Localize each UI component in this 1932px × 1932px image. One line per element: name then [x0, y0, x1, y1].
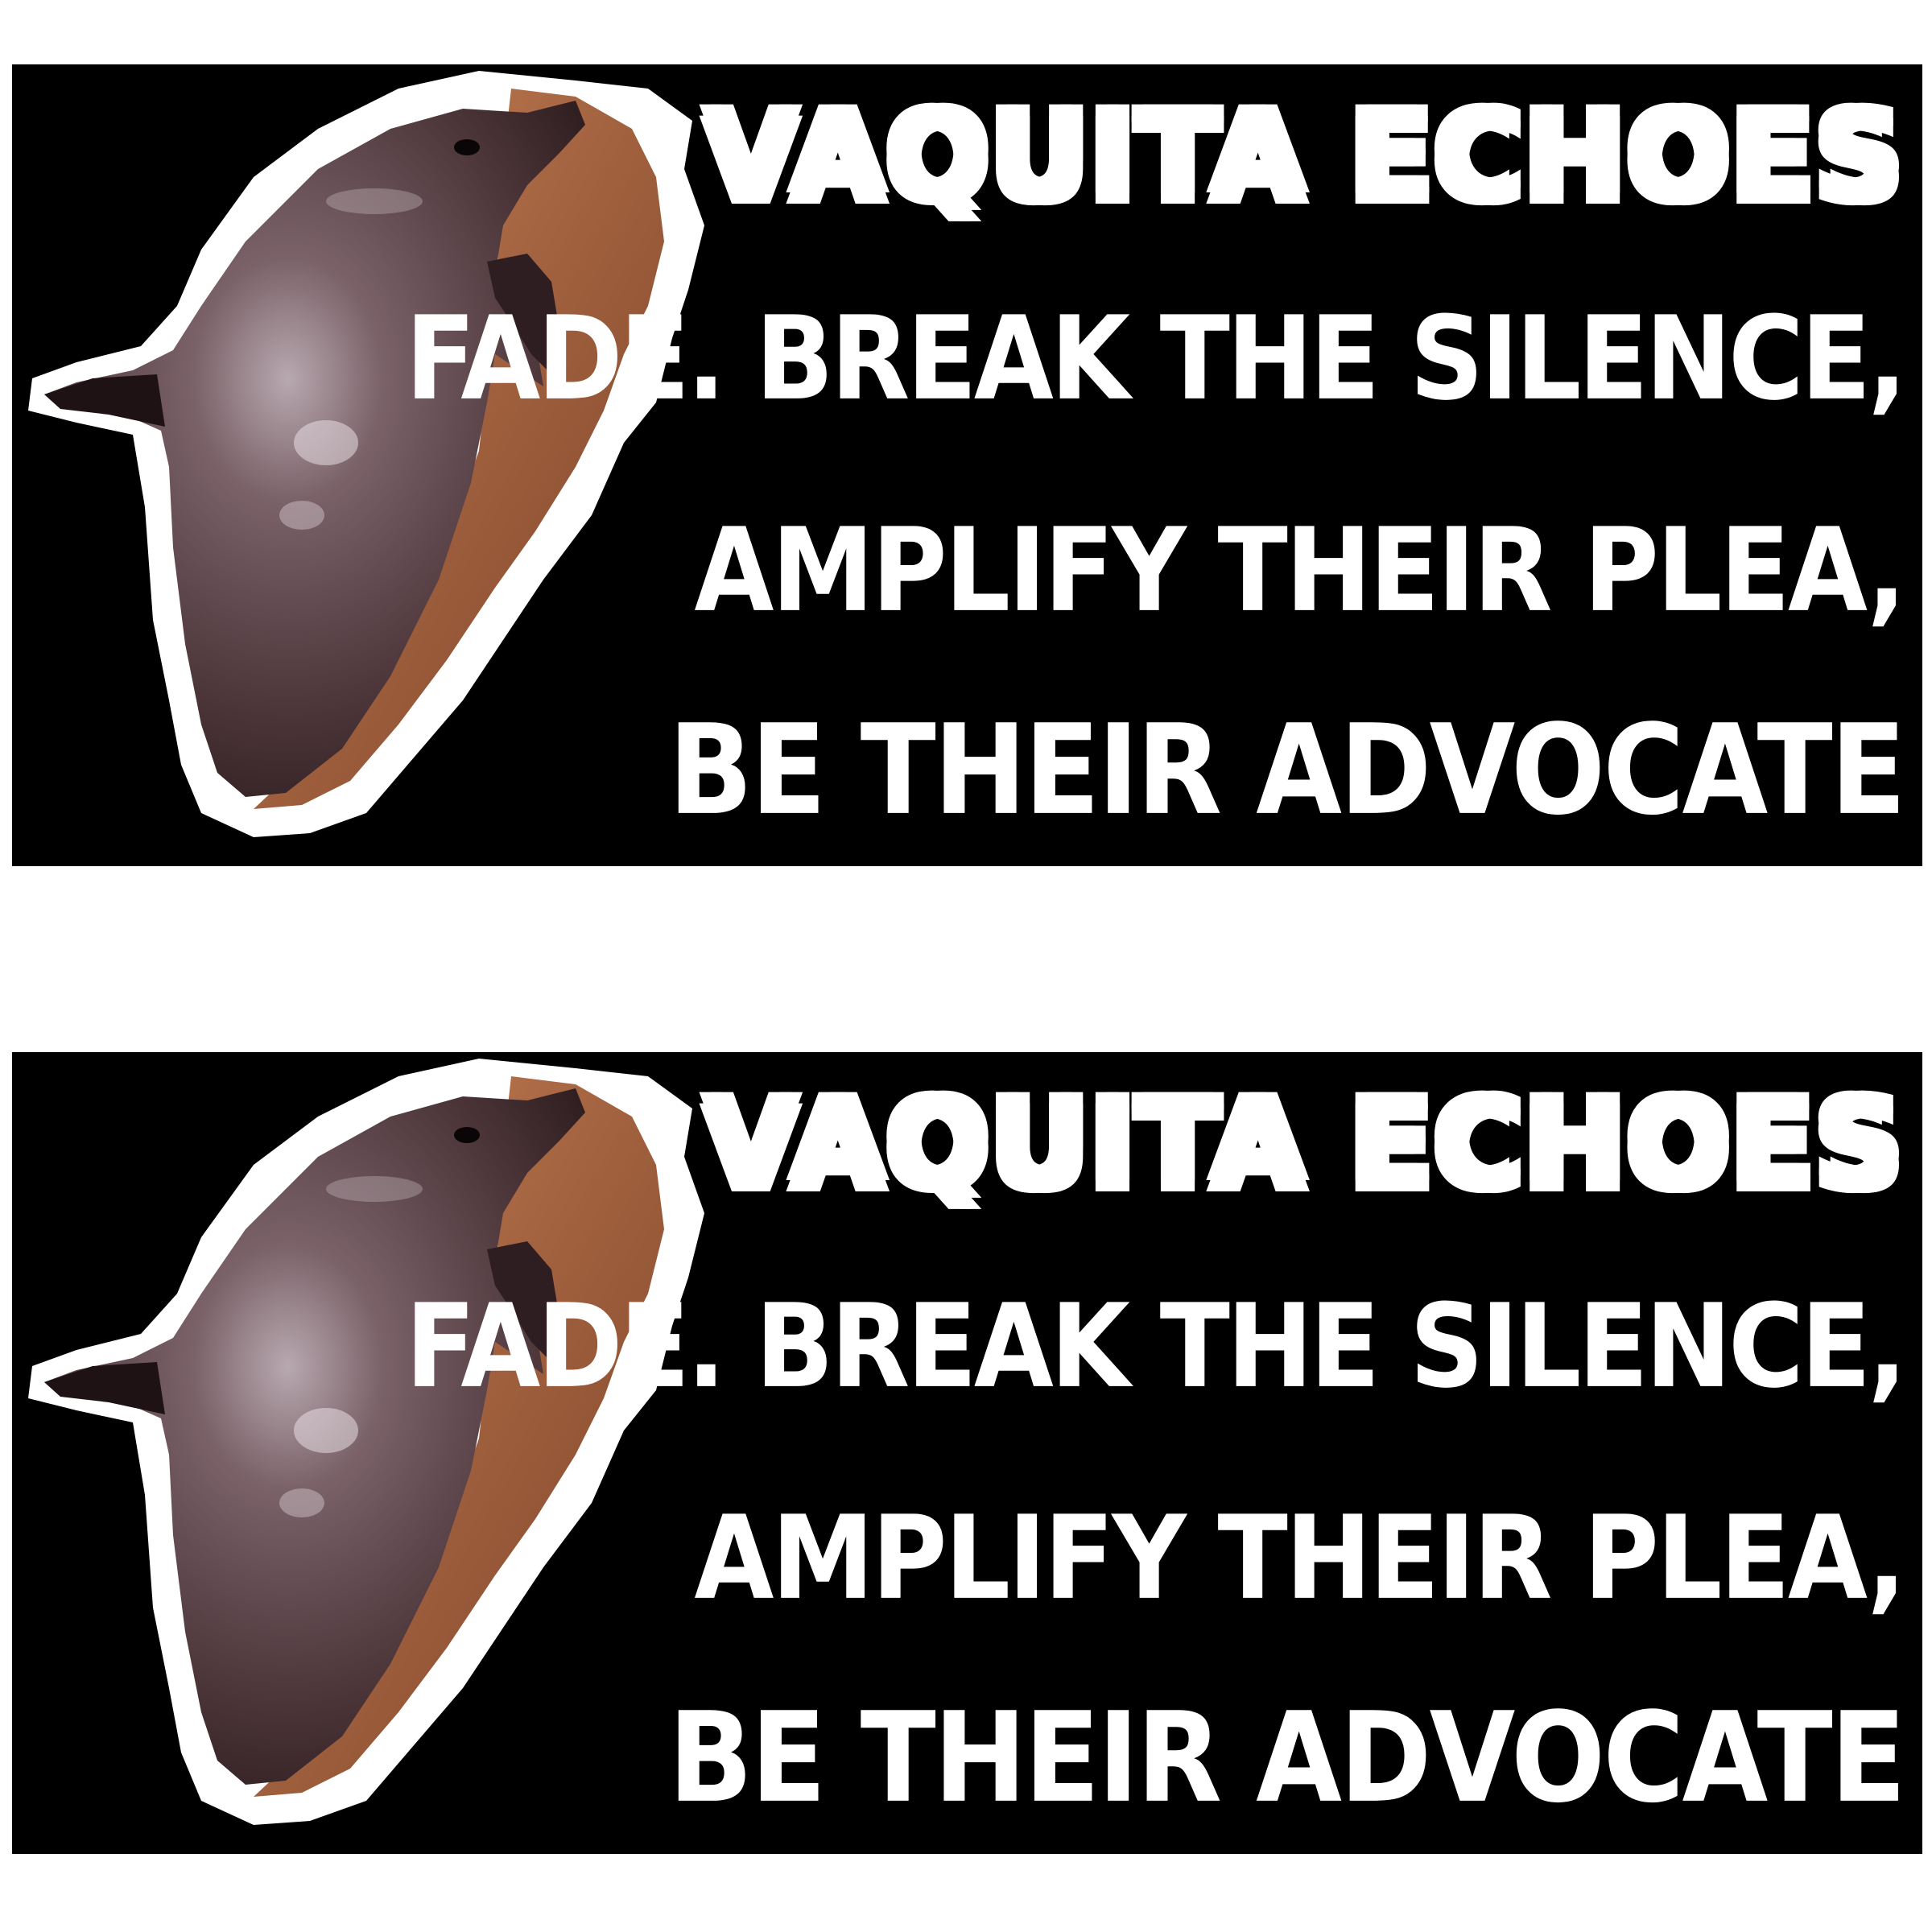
body-highlight [279, 1488, 324, 1517]
porpoise-eye [454, 1127, 480, 1143]
headline: VAQUITA ECHOES [704, 87, 1904, 227]
body-highlight [279, 501, 324, 530]
bumper-sticker-bottom [12, 1052, 1922, 1854]
bumper-sticker-top [12, 64, 1922, 866]
slogan-line-3: AMPLIFY THEIR PLEA, [694, 503, 1904, 638]
slogan-line-2: FADE. BREAK THE SILENCE, [405, 1279, 1904, 1414]
slogan-line-2: FADE. BREAK THE SILENCE, [405, 291, 1904, 427]
porpoise-eye [454, 139, 480, 155]
slogan-text [405, 64, 1904, 866]
body-highlight [294, 1408, 358, 1453]
body-highlight [326, 1176, 423, 1202]
slogan-line-3: AMPLIFY THEIR PLEA, [694, 1491, 1904, 1626]
headline: VAQUITA ECHOES [704, 1075, 1904, 1215]
body-highlight [294, 420, 358, 465]
body-highlight [326, 188, 423, 214]
slogan-line-4: BE THEIR ADVOCATE [668, 697, 1904, 843]
slogan-text [405, 1052, 1904, 1854]
slogan-line-4: BE THEIR ADVOCATE [668, 1685, 1904, 1831]
